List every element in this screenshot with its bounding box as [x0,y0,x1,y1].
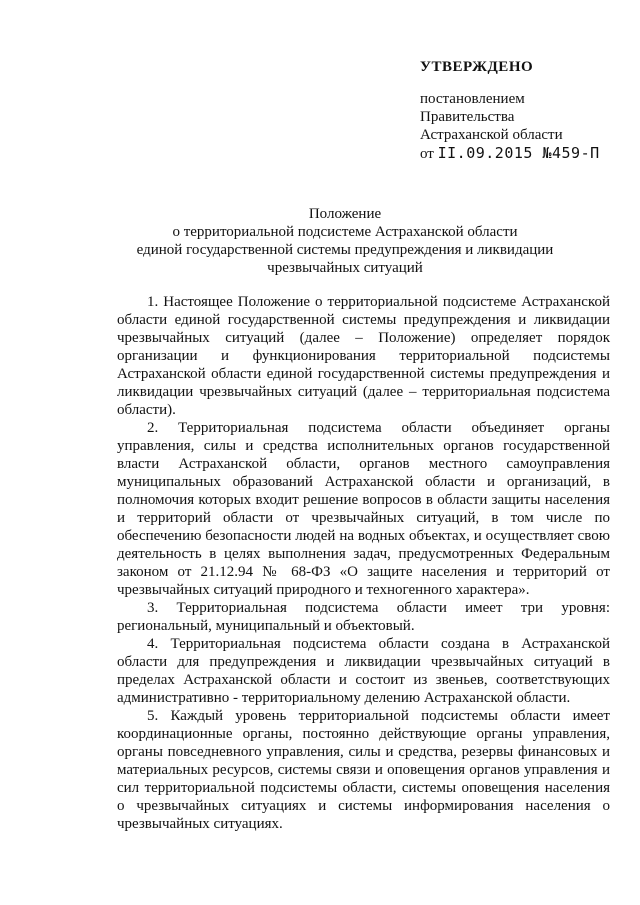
paragraph-4: 4. Территориальная подсистема области создана в Астраханской области для предупреждения и ликвидации чрезвычайных ситуаций в пределах Астраханской области и состоит из звеньев, соответствующих административно - территориальному делению Астраханской области. [117,636,610,706]
approval-line-government: Правительства [420,109,515,125]
paragraph-1: 1. Настоящее Положение о территориальной подсистеме Астраханской области единой государственной системы предупреждения и ликвидации чрезвычайных ситуаций (далее – Положение) определяет порядок организации и функционирования территориальной подсистемы Астраханской области единой государственной системы предупреждения и ликвидации чрезвычайных ситуаций (далее – территориальная подсистема области). [117,294,610,418]
paragraph-2: 2. Территориальная подсистема области объединяет органы управления, силы и средства исполнительных органов государственной власти Астраханской области, органов местного самоуправления муниципальных образований Астраханской области и организаций, в полномочия которых входит решение вопросов в области защиты населения и территорий области от чрезвычайных ситуаций, в том числе по обеспечению безопасности людей на водных объектах, и осуществляет свою деятельность в целях выполнения задач, предусмотренных Федеральным законом от 21.12.94 № 68-ФЗ «О защите населения и территорий от чрезвычайных ситуаций природного и техногенного характера». [117,420,610,598]
title-line-3: единой государственной системы предупреждения и ликвидации [136,242,554,258]
title-line-2: о территориальной подсистеме Астраханской области [172,224,518,240]
approval-block [420,58,630,163]
approval-date-line [420,144,630,163]
approval-line-decree: постановлением [420,91,525,107]
approval-date-number: II.09.2015 №459-П [437,144,600,162]
approval-line-region: Астраханской области [420,127,563,143]
title-line-1: Положение [308,206,382,222]
paragraph-5: 5. Каждый уровень территориальной подсистемы области имеет координационные органы, постоянно действующие органы управления, органы повседневного управления, силы и средства, резервы финансовых и материальных ресурсов, системы связи и оповещения органов управления и сил территориальной подсистемы области, системы оповещения населения о чрезвычайных ситуациях и системы информирования населения о чрезвычайных ситуациях. [117,708,610,832]
approval-stamp: УТВЕРЖДЕНО [420,59,534,75]
title-line-4: чрезвычайных ситуаций [267,260,423,276]
paragraph-3: 3. Территориальная подсистема области имеет три уровня: региональный, муниципальный и объектовый. [117,600,610,634]
document-title [80,205,610,277]
document-body [117,293,610,833]
approval-date-prefix: от [420,146,434,162]
